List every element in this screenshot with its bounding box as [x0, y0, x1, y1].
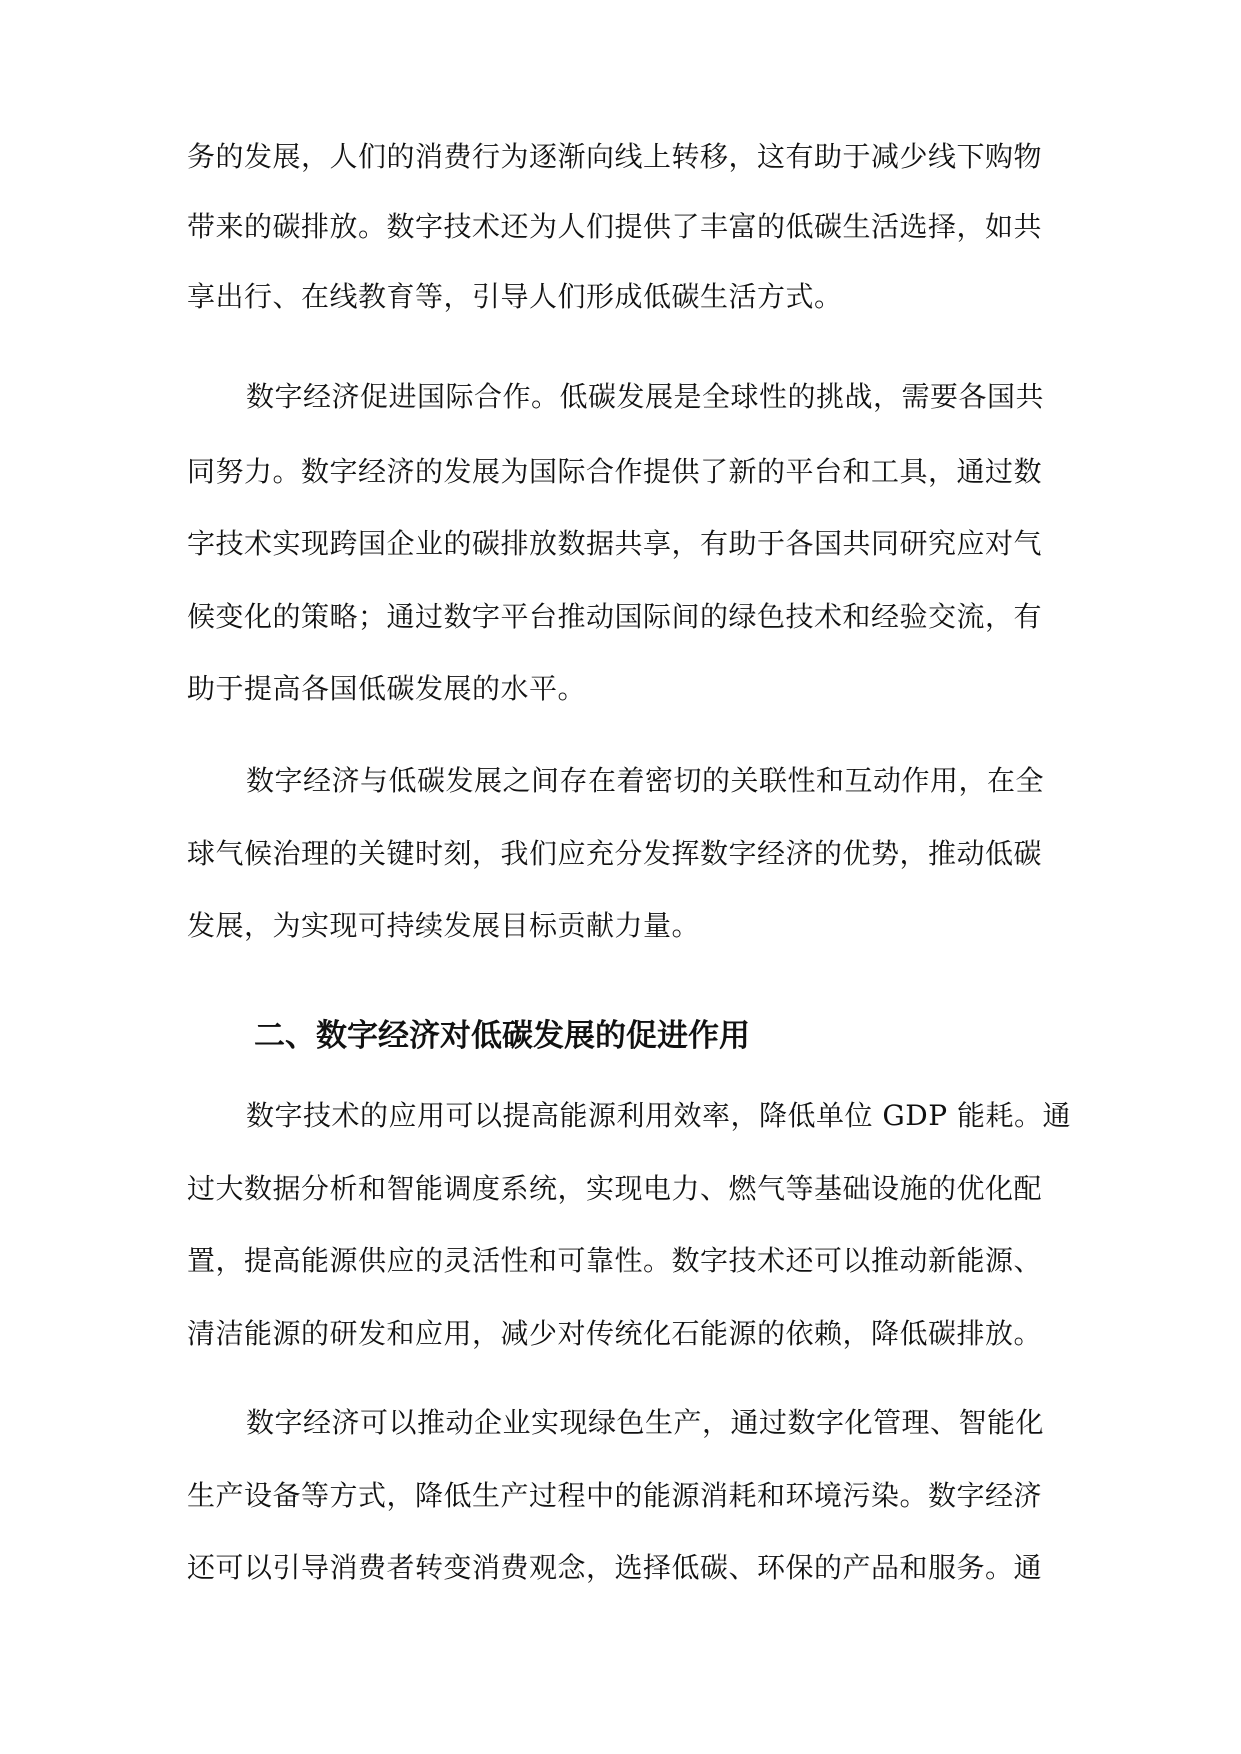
section-heading: 二、数字经济对低碳发展的促进作用	[254, 1018, 750, 1054]
paragraph-5-line-3: 还可以引导消费者转变消费观念，选择低碳、环保的产品和服务。通	[187, 1551, 1043, 1584]
paragraph-2-line-2: 同努力。数字经济的发展为国际合作提供了新的平台和工具，通过数	[187, 455, 1043, 488]
paragraph-1-line-1: 务的发展，人们的消费行为逐渐向线上转移，这有助于减少线下购物	[187, 140, 1043, 173]
paragraph-5-line-1: 数字经济可以推动企业实现绿色生产，通过数字化管理、智能化	[246, 1406, 1045, 1439]
paragraph-5-line-2: 生产设备等方式，降低生产过程中的能源消耗和环境污染。数字经济	[187, 1479, 1043, 1512]
paragraph-2-line-1: 数字经济促进国际合作。低碳发展是全球性的挑战，需要各国共	[246, 380, 1045, 413]
paragraph-2-line-4: 候变化的策略；通过数字平台推动国际间的绿色技术和经验交流，有	[187, 600, 1043, 633]
paragraph-1-line-2: 带来的碳排放。数字技术还为人们提供了丰富的低碳生活选择，如共	[187, 210, 1043, 243]
paragraph-4-line-2: 过大数据分析和智能调度系统，实现电力、燃气等基础设施的优化配	[187, 1172, 1043, 1205]
paragraph-1-line-3: 享出行、在线教育等，引导人们形成低碳生活方式。	[187, 280, 843, 313]
paragraph-4-line-1: 数字技术的应用可以提高能源利用效率，降低单位 GDP 能耗。通	[246, 1099, 1071, 1132]
paragraph-3-line-2: 球气候治理的关键时刻，我们应充分发挥数字经济的优势，推动低碳	[187, 837, 1043, 870]
paragraph-2-line-5: 助于提高各国低碳发展的水平。	[187, 672, 587, 705]
paragraph-3-line-1: 数字经济与低碳发展之间存在着密切的关联性和互动作用，在全	[246, 764, 1045, 797]
paragraph-3-line-3: 发展，为实现可持续发展目标贡献力量。	[187, 909, 701, 942]
paragraph-4-line-3: 置，提高能源供应的灵活性和可靠性。数字技术还可以推动新能源、	[187, 1244, 1043, 1277]
paragraph-2-line-3: 字技术实现跨国企业的碳排放数据共享，有助于各国共同研究应对气	[187, 527, 1043, 560]
paragraph-4-line-4: 清洁能源的研发和应用，减少对传统化石能源的依赖，降低碳排放。	[187, 1317, 1043, 1350]
